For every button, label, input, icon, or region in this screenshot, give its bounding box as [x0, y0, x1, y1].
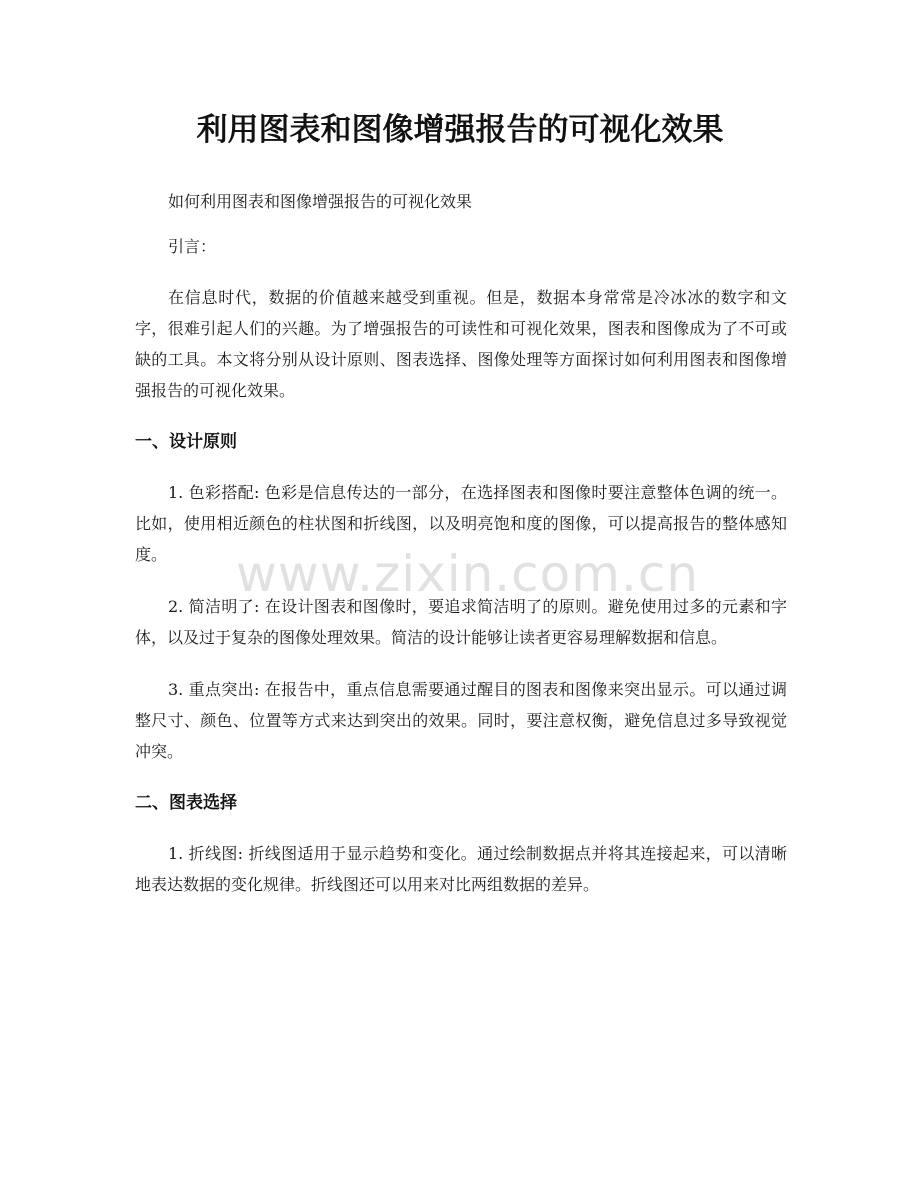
intro-paragraph: 在信息时代，数据的价值越来越受到重视。但是，数据本身常常是冷冰冰的数字和文字，很难引起人们的兴趣。为了增强报告的可读性和可视化效果，图表和图像成为了不可或缺的工具。本文将分别从设计原则、图表选择、图像处理等方面探讨如何利用图表和图像增强报告的可视化效果。 [135, 288, 787, 400]
paragraph-highlight: 3. 重点突出: 在报告中，重点信息需要通过醒目的图表和图像来突出显示。可以通过调整尺寸、颜色、位置等方式来达到突出的效果。同时，要注意权衡，避免信息过多导致视觉冲突。 [135, 680, 787, 761]
intro-label: 引言： [168, 237, 217, 256]
watermark: www.zixin.com.cn [236, 545, 700, 603]
document-subtitle: 如何利用图表和图像增强报告的可视化效果 [168, 192, 473, 211]
document-title: 利用图表和图像增强报告的可视化效果 [196, 112, 724, 148]
section-heading-design-principles: 一、设计原则 [135, 432, 237, 452]
paragraph-color-matching: 1. 色彩搭配: 色彩是信息传达的一部分，在选择图表和图像时要注意整体色调的统一。比如，使用相近颜色的柱状图和折线图，以及明亮饱和度的图像，可以提高报告的整体感知度。 [135, 483, 787, 564]
document-body [135, 186, 787, 921]
paragraph-simplicity: 2. 简洁明了: 在设计图表和图像时，要追求简洁明了的原则。避免使用过多的元素和字体，以及过于复杂的图像处理效果。简洁的设计能够让读者更容易理解数据和信息。 [135, 597, 787, 647]
paragraph-line-chart: 1. 折线图: 折线图适用于显示趋势和变化。通过绘制数据点并将其连接起来，可以清晰地表达数据的变化规律。折线图还可以用来对比两组数据的差异。 [135, 844, 787, 894]
section-heading-chart-selection: 二、图表选择 [135, 793, 237, 813]
